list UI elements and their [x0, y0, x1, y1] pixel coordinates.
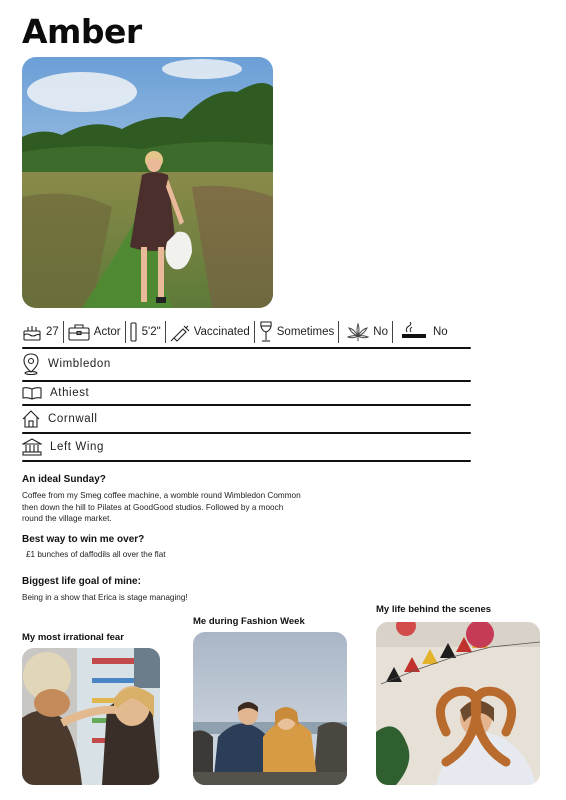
- attribute-job-value: Actor: [93, 326, 121, 338]
- detail-hometown-value: Cornwall: [48, 413, 98, 425]
- divider-line: [22, 404, 471, 406]
- open-book-icon: [22, 386, 42, 400]
- answer-line: then down the hill to Pilates at GoodGood studios. Followed by a mooch: [22, 502, 284, 512]
- prompt-question: Best way to win me over?: [22, 534, 145, 545]
- answer-line: Coffee from my Smeg coffee machine, a womble round Wimbledon Common: [22, 491, 301, 500]
- divider-line: [22, 380, 471, 382]
- main-profile-photo[interactable]: [22, 57, 273, 308]
- profile-name: Amber: [22, 12, 142, 51]
- home-icon: [22, 410, 40, 428]
- divider-line: [22, 347, 471, 349]
- height-ruler-icon: [130, 322, 138, 342]
- attributes-bar: [22, 318, 471, 346]
- detail-politics-value: Left Wing: [50, 441, 104, 453]
- detail-row-location: [22, 351, 471, 377]
- photo-irrational-fear[interactable]: [22, 648, 160, 785]
- attribute-vaccination: [166, 318, 254, 346]
- prompt-question: Biggest life goal of mine:: [22, 576, 141, 587]
- attribute-vaccination-value: Vaccinated: [193, 326, 250, 338]
- photo-caption: Me during Fashion Week: [193, 616, 305, 627]
- prompt-answer: [22, 592, 188, 604]
- detail-religion-value: Athiest: [50, 387, 90, 399]
- attribute-height-value: 5'2": [141, 326, 161, 338]
- birthday-cake-icon: [22, 322, 42, 342]
- detail-row-politics: [22, 436, 471, 458]
- photo-fashion-week[interactable]: [193, 632, 347, 785]
- photo-caption: My most irrational fear: [22, 632, 124, 643]
- government-building-icon: [22, 438, 42, 456]
- photo-woman-in-field: [22, 57, 273, 308]
- attribute-drinking-value: Sometimes: [276, 326, 335, 338]
- cannabis-leaf-icon: [347, 322, 369, 342]
- location-pin-icon: [22, 353, 40, 375]
- prompt-answer: [26, 549, 166, 561]
- divider-line: [22, 460, 471, 462]
- briefcase-icon: [68, 322, 90, 342]
- attribute-cannabis-value: No: [373, 326, 388, 338]
- attribute-smoking-value: No: [433, 326, 448, 338]
- photo-caption: My life behind the scenes: [376, 604, 492, 615]
- divider-line: [22, 432, 471, 434]
- photo-two-women-blankets: [193, 632, 347, 785]
- photo-shop-aisle: [22, 648, 160, 785]
- detail-row-hometown: [22, 408, 471, 430]
- attribute-age-value: 27: [46, 326, 59, 338]
- wine-glass-icon: [259, 321, 273, 343]
- syringe-icon: [170, 322, 190, 342]
- cigarette-icon: [401, 322, 429, 342]
- prompt-answer: [22, 490, 301, 525]
- answer-line: Being in a show that Erica is stage managing!: [22, 593, 188, 602]
- attribute-height: [126, 318, 165, 346]
- photo-behind-the-scenes[interactable]: [376, 622, 540, 785]
- attribute-drinking: [255, 318, 339, 346]
- attribute-age: [22, 318, 63, 346]
- answer-line: round the village market.: [22, 514, 112, 523]
- prompt-question: An ideal Sunday?: [22, 474, 106, 485]
- detail-row-religion: [22, 383, 471, 403]
- answer-line: £1 bunches of daffodils all over the flat: [26, 550, 166, 559]
- photo-pretzel-balloon: [376, 622, 540, 785]
- detail-location-value: Wimbledon: [48, 358, 111, 370]
- attribute-job: [64, 318, 125, 346]
- attribute-cannabis: [339, 318, 392, 346]
- attribute-smoking: [393, 318, 452, 346]
